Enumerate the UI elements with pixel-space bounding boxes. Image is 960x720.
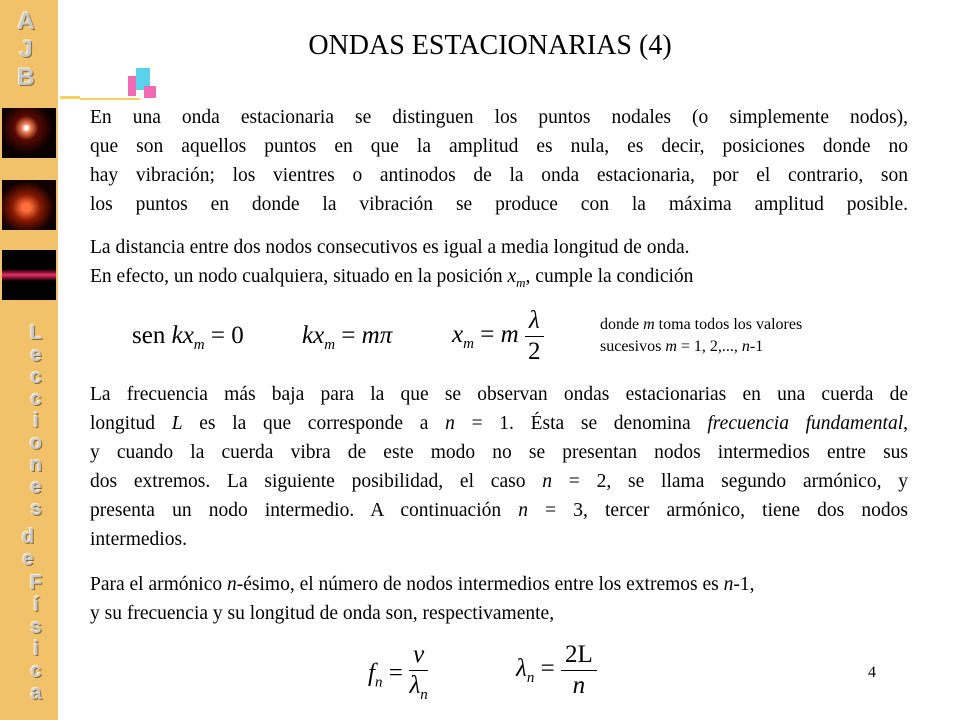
formula-frequency: $f_n$ = $\frac{v}{\lambda_n}$ (368, 640, 428, 710)
sidebar-letter: L (29, 322, 43, 344)
sidebar-letter: s (30, 498, 42, 520)
sidebar-letter: F (29, 572, 43, 594)
text-line: En efecto, un nodo cualquiera, situado en la posición $x_m$, cumple la condición (90, 266, 694, 290)
text-line: dos extremos. La siguiente posibilidad, el caso n = 2, se llama segundo armónico, y (90, 471, 909, 492)
deco-line (60, 96, 80, 99)
fraction: $\frac{2L}{n}$ (561, 640, 597, 701)
note-line: donde m toma todos los valores (600, 316, 803, 333)
text-line: que son aquellos puntos en que la amplitud es nula, es decir, posiciones donde no (90, 136, 908, 157)
brand-letter: A (17, 8, 35, 35)
sidebar-letter: o (29, 432, 43, 454)
note-m-values (600, 314, 802, 358)
sidebar-letter: e (30, 344, 42, 366)
sidebar-letter: c (30, 388, 42, 410)
sidebar-letter: i (33, 638, 39, 660)
deco-line (80, 98, 140, 100)
formula-wavelength: $\lambda_n$ = $\frac{2L}{n}$ (516, 640, 597, 701)
text-line: presenta un nodo intermedio. A continuación n = 3, tercer armónico, tiene dos nodos (90, 500, 908, 521)
text-line: Para el armónico n-ésimo, el número de nodos intermedios entre los extremos es n-1, (90, 574, 755, 595)
paragraph-frequency (90, 380, 908, 554)
text-line: hay vibración; los vientres o antinodos de la onda estacionaria, por el contrario, son (90, 165, 908, 186)
equation-xm: $x_m = m$ $\frac{\lambda}{2}$ (452, 306, 544, 367)
paragraph-distance (90, 233, 908, 297)
sidebar-letter: e (30, 476, 42, 498)
text-line: La distancia entre dos nodos consecutivos es igual a media longitud de onda. (90, 237, 690, 258)
equation-sen: sen $kx_m = 0$ (132, 322, 244, 353)
sidebar-letter: c (30, 660, 42, 682)
brand-letter: B (17, 64, 35, 91)
photo-wave-stripe (2, 250, 56, 300)
text-line: los puntos en donde la vibración se produce con la máxima amplitud posible. (90, 194, 908, 215)
paragraph-harmonic (90, 570, 908, 628)
text-line: intermedios. (90, 529, 187, 550)
brand-letter: J (19, 36, 33, 63)
sidebar-letter: a (30, 682, 42, 704)
sidebar (0, 0, 58, 720)
sidebar-letter: i (33, 410, 39, 432)
sidebar-letter: e (22, 548, 34, 570)
equation-kx: $kx_m = m\pi$ (302, 322, 393, 353)
fraction: $\frac{v}{\lambda_n}$ (409, 641, 428, 703)
page-number: 4 (868, 664, 876, 681)
sidebar-letter: í (33, 594, 39, 616)
photo-red-glow (2, 180, 56, 230)
note-line: sucesivos m = 1, 2,..., n-1 (600, 338, 764, 355)
text-line: longitud L es la que corresponde a n = 1. Ésta se denomina frecuencia fundamental, (90, 413, 909, 434)
sidebar-letter: d (21, 526, 35, 548)
text-line: y cuando la cuerda vibra de este modo no se presentan nodos intermedios entre sus (90, 442, 908, 463)
text-line: La frecuencia más baja para la que se observan ondas estacionarias en una cuerda de (90, 384, 908, 405)
sidebar-letter: c (30, 366, 42, 388)
deco-pink-block (128, 76, 136, 96)
photo-glowing-spot (2, 108, 56, 158)
paragraph-nodes (90, 103, 908, 219)
sidebar-letter: s (30, 616, 42, 638)
deco-pink-block (144, 86, 156, 98)
slide-title: ONDAS ESTACIONARIAS (4) (308, 30, 672, 61)
text-line: y su frecuencia y su longitud de onda son, respectivamente, (90, 603, 555, 624)
fraction: $\frac{\lambda}{2}$ (525, 306, 544, 367)
sidebar-letter: n (29, 454, 43, 476)
text-line: En una onda estacionaria se distinguen los puntos nodales (o simplemente nodos), (90, 107, 908, 128)
